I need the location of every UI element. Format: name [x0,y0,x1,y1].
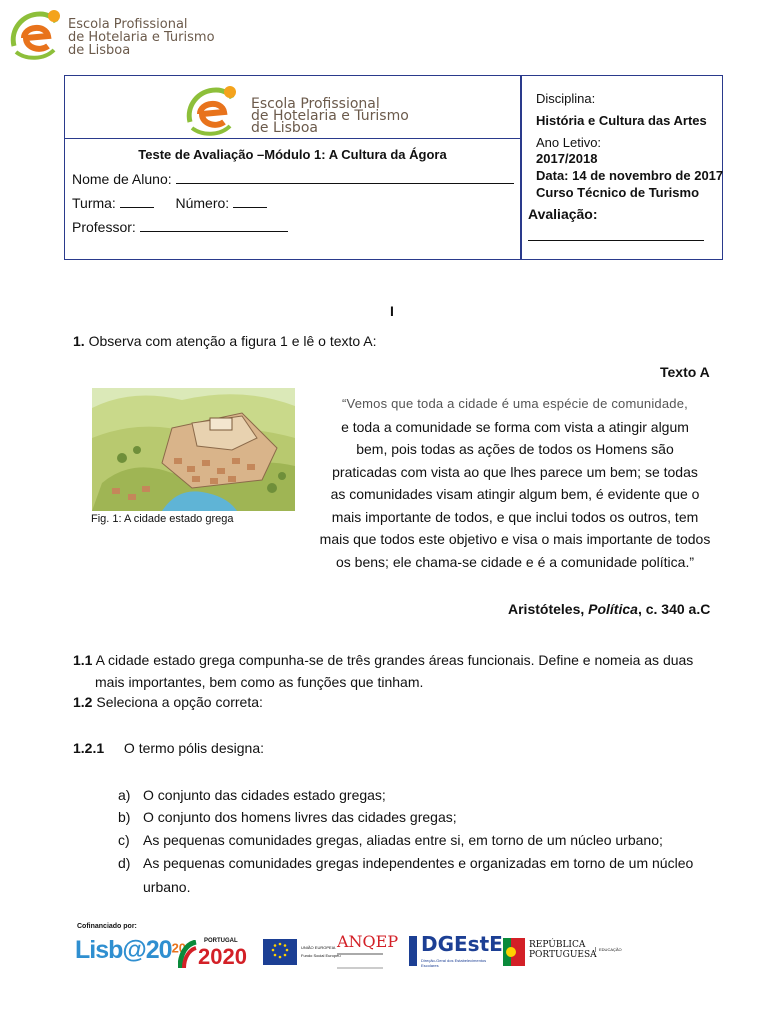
anqep-text: ANQEP [337,932,399,951]
option-label: d) [118,855,131,871]
anqep-lines-icon [337,953,383,969]
quote-line: praticadas com vista ao que lhes parece um bem; se todas [332,463,698,480]
texto-a-title: Texto A [660,364,710,380]
portugal-flag-icon [178,940,198,970]
portuguesa-text: PORTUGUESA [529,950,597,960]
greek-city-illustration-icon [92,388,295,511]
eu-flag-icon [263,939,297,965]
educacao-text: EDUCAÇÃO [595,947,622,952]
lisboa-2020-sup: 20 [171,940,187,956]
numero-label: Número: [175,195,230,211]
citation-date: , c. 340 a.C [637,601,711,617]
figure-caption: Fig. 1: A cidade estado grega [91,513,234,525]
option-text: O conjunto das cidades estado gregas; [143,787,386,803]
option-text: As pequenas comunidades gregas independentes e organizadas em torno de um núcleo [143,855,694,871]
option-text-continued: urbano. [143,879,191,895]
turma-field[interactable] [120,195,154,208]
top-logo [8,6,228,66]
dgeste-text: DGEstE [421,932,503,956]
logo-line-1: Escola Profissional [68,17,188,32]
quote-block [309,393,721,573]
question-1-2 [73,694,263,710]
portugal-2020-logo [178,936,254,972]
question-1-1-number: 1.1 [73,652,93,668]
quote-line: as comunidades visam atingir algum bem, é evidente que o [330,486,700,502]
question-1-text: Observa com atenção a figura 1 e lê o texto A: [88,333,377,349]
avaliacao-field[interactable] [528,226,704,241]
quote-line: mais que todos este objetivo e visa o mais importante de todos [319,531,711,547]
logo-line-1: Escola Profissional [251,96,380,112]
question-1-1-line-2: mais importantes, bem como as funções que tinham. [95,674,424,690]
question-1 [73,333,377,349]
data-value: Data: 14 de novembro de 2017 [536,168,724,183]
option-label: c) [118,832,130,848]
question-1-2-text: Seleciona a opção correta: [96,694,263,710]
option-text: As pequenas comunidades gregas, aliadas entre si, em torno de um núcleo urbano; [143,832,663,848]
question-1-2-1-text: O termo pólis designa: [123,740,264,756]
logo-line-3: de Lisboa [68,43,131,58]
question-1-1-line-1: A cidade estado grega compunha-se de três grandes áreas funcionais. Define e nomeia as duas [95,652,694,668]
citation-author: Aristóteles, [508,601,585,617]
eu-text-2: Fundo Social Europeu [301,953,341,958]
school-logo-icon [8,6,66,62]
dgeste-logo [409,932,503,974]
quote-line: mais importante de todos, e que inclui todos os outros, tem [331,508,699,525]
option-label: b) [118,809,131,825]
citation-work: Política [588,601,638,617]
avaliacao-label: Avaliação: [528,206,598,222]
header-right-box [521,75,723,260]
disciplina-value: História e Cultura das Artes [536,113,707,128]
dgeste-square-icon [409,936,417,966]
section-number: I [390,303,394,319]
header-left-box [64,75,521,260]
dgeste-subtext: Direção-Geral dos Estabelecimentos Escolares [421,958,487,968]
ano-value: 2017/2018 [536,151,598,166]
republica-logo [503,936,627,972]
name-label: Nome de Aluno: [72,171,172,187]
ano-label: Ano Letivo: [536,135,602,150]
portugal-big-text: 2020 [198,944,247,969]
numero-field[interactable] [233,195,267,208]
greek-city-figure [92,388,295,511]
turma-label: Turma: [72,195,116,211]
logo-line-2: de Hotelaria e Turismo [68,30,215,45]
quote-line: e toda a comunidade se forma com vista a atingir algum [341,418,689,435]
logo-line-3: de Lisboa [251,120,318,136]
eu-logo [263,939,343,971]
cofinanciado-label: Cofinanciado por: [77,923,137,930]
quote-line: “Vemos que toda a cidade é uma espécie de comunidade, [342,396,688,411]
question-1-2-number: 1.2 [73,694,93,710]
lisboa-2020-logo [75,936,186,965]
question-1-2-1-number: 1.2.1 [73,740,105,756]
question-1-1 [73,649,713,693]
republica-shield-icon [503,938,525,966]
anqep-logo [337,932,401,972]
lisboa-2020-text: Lisb@20 [75,936,172,964]
header-logo [181,82,421,140]
curso-value: Curso Técnico de Turismo [536,185,700,200]
disciplina-label: Disciplina: [536,91,596,106]
professor-field[interactable] [140,219,288,232]
school-logo-icon [181,82,245,138]
eu-text: UNIÃO EUROPEIA [301,945,336,950]
option-label: a) [118,787,131,803]
question-1-number: 1. [73,333,85,349]
option-text: O conjunto dos homens livres das cidades gregas; [143,809,457,825]
citation [508,601,710,617]
quote-line: os bens; ele chama-se cidade e é a comunidade política.” [336,553,694,570]
question-1-2-1 [73,740,264,756]
professor-label: Professor: [72,219,136,235]
portugal-small-text: PORTUGAL [204,938,238,944]
quote-line: bem, pois todas as ações de todos os Homens são [356,441,674,457]
name-field[interactable] [176,171,514,184]
logo-line-2: de Hotelaria e Turismo [251,108,409,124]
test-title: Teste de Avaliação –Módulo 1: A Cultura da Ágora [138,147,447,162]
republica-text: REPÚBLICA [529,940,586,950]
footer [75,922,635,982]
